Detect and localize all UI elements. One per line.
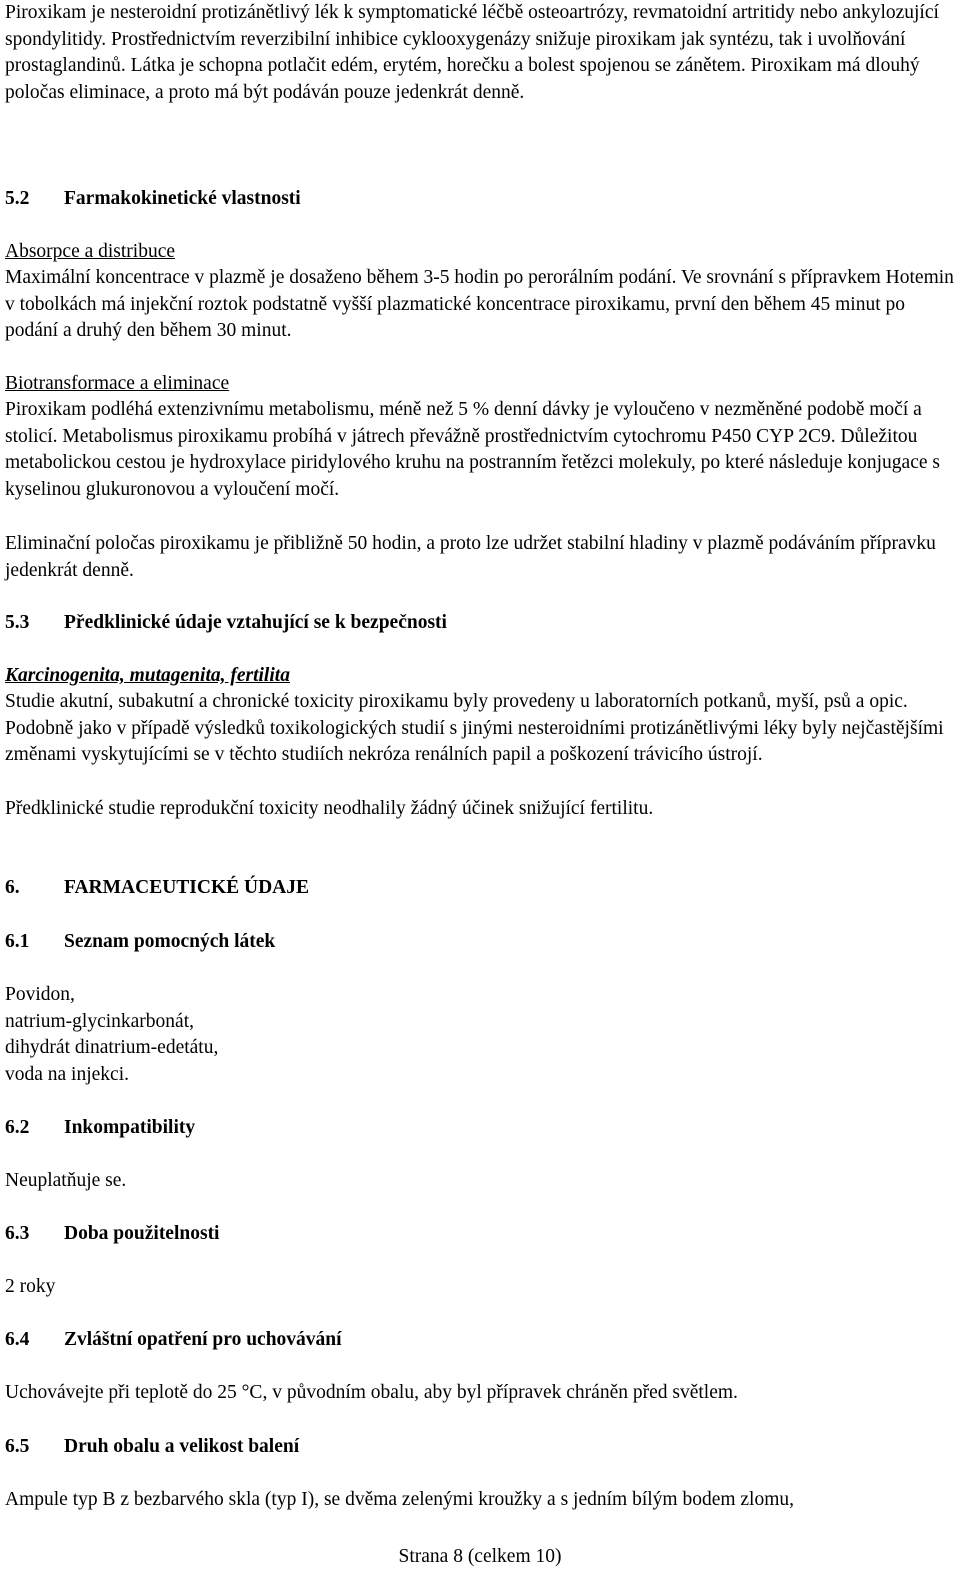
section-6-heading [5, 875, 955, 902]
fertility-paragraph: Předklinické studie reprodukční toxicity neodhalily žádný účinek snižující fertilitu. [5, 798, 654, 819]
elimination-paragraph: Eliminační poločas piroxikamu je přibližně 50 hodin, a proto lze udržet stabilní hladiny v plazmě podáváním přípravku jedenkrát denně. [5, 533, 936, 581]
list-item: Povidon, [5, 984, 75, 1005]
section-title: Zvláštní opatření pro uchovávání [64, 1329, 342, 1350]
incompatibility-text: Neuplatňuje se. [5, 1170, 127, 1191]
list-item: dihydrát dinatrium-edetátu, [5, 1037, 219, 1059]
intro-paragraph: Piroxikam je nesteroidní protizánětlivý lék k symptomatické léčbě osteoartrózy, revmatoidní artritidy nebo ankylozující spondylitidy. Prostřednictvím reverzibilní inhibice cyklooxygenázy snižuje piroxikam jak syntézu, tak i uvolňování prostaglandinů. Látka je schopna potlačit edém, erytém, horečku a bolest spojenou se zánětem. Piroxikam má dlouhý poločas eliminace, a proto má být podáván pouze jedenkrát denně. [5, 2, 939, 103]
section-number: 6.5 [5, 1436, 30, 1457]
section-number: 5.3 [5, 612, 30, 633]
biotransformation-paragraph: Piroxikam podléhá extenzivnímu metabolismu, méně než 5 % denní dávky je vyloučeno v nezměněné podobě močí a stolicí. Metabolismus piroxikamu probíhá v játrech převážně prostřednictvím cytochromu P450 CYP 2C9. Důležitou metabolickou cestou je hydroxylace piridylového kruhu na postranním řetězci molekuly, po které následuje konjugace s kyselinou glukuronovou a vyloučení močí. [5, 399, 940, 500]
section-title: Druh obalu a velikost balení [64, 1436, 300, 1457]
section-title: Farmakokinetické vlastnosti [64, 188, 301, 209]
absorption-heading: Absorpce a distribuce [5, 241, 176, 262]
absorption-paragraph: Maximální koncentrace v plazmě je dosaženo během 3-5 hodin po perorálním podání. Ve srovnání s přípravkem Hotemin v tobolkách má injekční roztok podstatně vyšší plazmatické koncentrace piroxikamu, první den během 45 minut po podání a druhý den během 30 minut. [5, 267, 954, 342]
section-5-2-heading [5, 186, 955, 213]
toxicity-paragraph: Studie akutní, subakutní a chronické toxicity piroxikamu byly provedeny u laboratorních potkanů, myší, psů a opic. Podobně jako v případě výsledků toxikologických studií s jinými nesteroidními protizánětlivými léky byly nejčastějšími změnami vyskytujícími se v těchto studiích nekróza renálních papil a poškození trávicího ústrojí. [5, 691, 944, 766]
section-number: 6. [5, 877, 20, 898]
section-number: 6.4 [5, 1329, 30, 1350]
section-title: Doba použitelnosti [64, 1223, 220, 1244]
carcinogenicity-heading: Karcinogenita, mutagenita, fertilita [5, 665, 290, 686]
section-title: Seznam pomocných látek [64, 931, 276, 952]
section-title: Předklinické údaje vztahující se k bezpečnosti [64, 612, 447, 633]
packaging-text: Ampule typ B z bezbarvého skla (typ I), se dvěma zelenými kroužky a s jedním bílým bodem zlomu, [5, 1489, 795, 1510]
section-6-3-heading [5, 1221, 955, 1248]
section-number: 5.2 [5, 188, 30, 209]
page-footer: Strana 8 (celkem 10) [398, 1546, 562, 1567]
section-5-3-heading [5, 610, 955, 637]
section-number: 6.3 [5, 1223, 30, 1244]
section-title: FARMACEUTICKÉ ÚDAJE [64, 877, 310, 898]
section-6-4-heading [5, 1327, 955, 1354]
section-number: 6.1 [5, 931, 30, 952]
list-item: voda na injekci. [5, 1063, 129, 1085]
biotransformation-heading: Biotransformace a eliminace [5, 373, 230, 394]
section-6-1-heading [5, 929, 955, 956]
section-title: Inkompatibility [64, 1117, 196, 1138]
list-item: natrium-glycinkarbonát, [5, 1010, 194, 1032]
shelf-life-text: 2 roky [5, 1276, 56, 1297]
excipients-list [5, 982, 955, 1088]
section-number: 6.2 [5, 1117, 30, 1138]
section-6-5-heading [5, 1434, 955, 1461]
storage-text: Uchovávejte při teplotě do 25 °C, v původním obalu, aby byl přípravek chráněn před světlem. [5, 1382, 738, 1403]
section-6-2-heading [5, 1115, 955, 1142]
